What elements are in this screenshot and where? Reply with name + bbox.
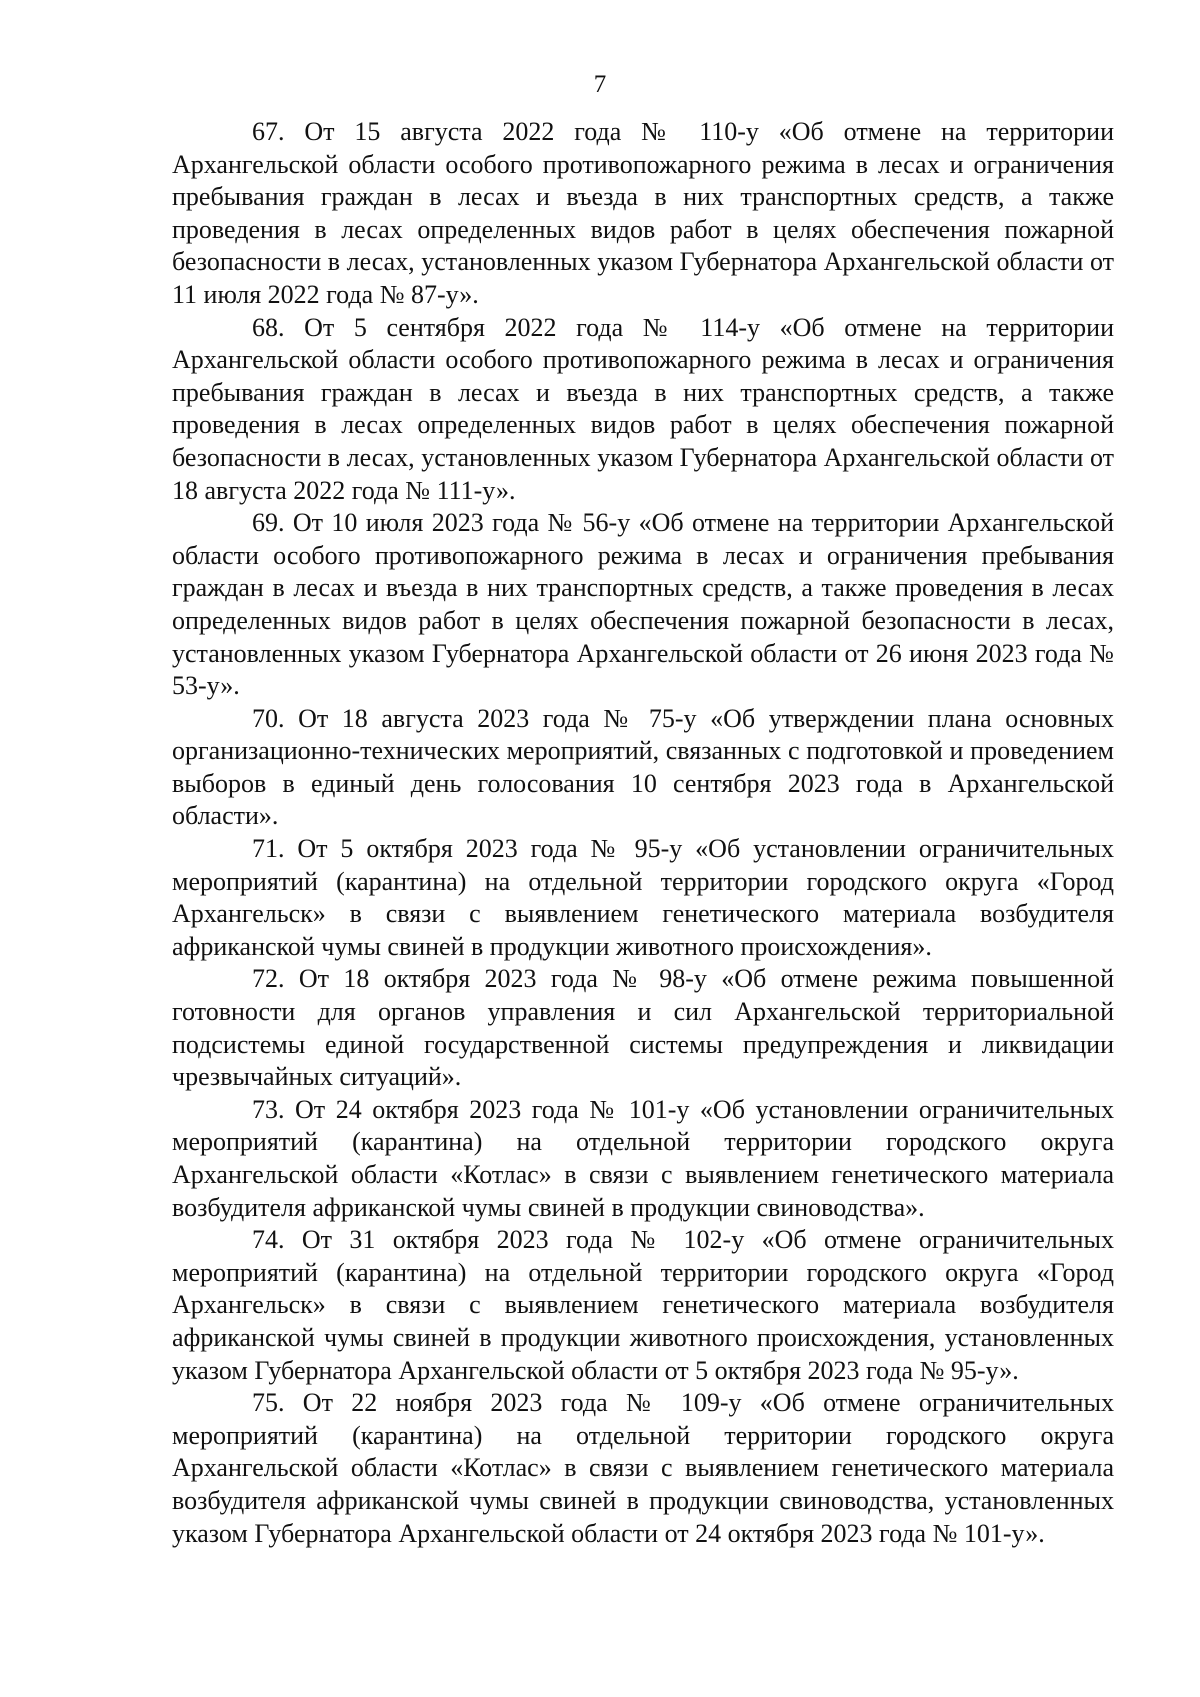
list-item-71: 71. От 5 октября 2023 года № 95-у «Об установлении ограничительных мероприятий (карантина) на отдельной территории городского округа «Город Архангельск» в связи с выявлением генетического материала возбудителя африканской чумы свиней в продукции животного происхождения».: [172, 834, 1114, 961]
list-item-68: 68. От 5 сентября 2022 года № 114-у «Об отмене на территории Архангельской области особого противопожарного режима в лесах и ограничения пребывания граждан в лесах и въезда в них транспортных средств, а также проведения в лесах определенных видов работ в целях обеспечения пожарной безопасности в лесах, установленных указом Губернатора Архангельской области от 18 августа 2022 года № 111-у».: [172, 312, 1114, 505]
list-item-70: 70. От 18 августа 2023 года № 75-у «Об утверждении плана основных организационно-технических мероприятий, связанных с подготовкой и проведением выборов в единый день голосования 10 сентября 2023 года в Архангельской области».: [172, 703, 1114, 831]
list-item-75: 75. От 22 ноября 2023 года № 109-у «Об отмене ограничительных мероприятий (карантина) на отдельной территории городского округа Архангельской области «Котлас» в связи с выявлением генетического материала возбудителя африканской чумы свиней в продукции свиноводства, установленных указом Губернатора Архангельской области от 24 октября 2023 года № 101-у».: [172, 1388, 1114, 1548]
list-item-72: 72. От 18 октября 2023 года № 98-у «Об отмене режима повышенной готовности для органов управления и сил Архангельской территориальной подсистемы единой государственной системы предупреждения и ликвидации чрезвычайных ситуаций».: [172, 964, 1114, 1092]
list-item-69: 69. От 10 июля 2023 года № 56-у «Об отмене на территории Архангельской области особого противопожарного режима в лесах и ограничения пребывания граждан в лесах и въезда в них транспортных средств, а также проведения в лесах определенных видов работ в целях обеспечения пожарной безопасности в лесах, установленных указом Губернатора Архангельской области от 26 июня 2023 года № 53-у».: [172, 508, 1114, 701]
decree-list: [172, 116, 1114, 1550]
list-item-73: 73. От 24 октября 2023 года № 101-у «Об установлении ограничительных мероприятий (карантина) на отдельной территории городского округа Архангельской области «Котлас» в связи с выявлением генетического материала возбудителя африканской чумы свиней в продукции свиноводства».: [172, 1094, 1114, 1222]
list-item-67: 67. От 15 августа 2022 года № 110-у «Об отмене на территории Архангельской области особого противопожарного режима в лесах и ограничения пребывания граждан в лесах и въезда в них транспортных средств, а также проведения в лесах определенных видов работ в целях обеспечения пожарной безопасности в лесах, установленных указом Губернатора Архангельской области от 11 июля 2022 года № 87-у».: [172, 117, 1114, 309]
list-item-74: 74. От 31 октября 2023 года № 102-у «Об отмене ограничительных мероприятий (карантина) на отдельной территории городского округа «Город Архангельск» в связи с выявлением генетического материала возбудителя африканской чумы свиней в продукции животного происхождения, установленных указом Губернатора Архангельской области от 5 октября 2023 года № 95-у».: [172, 1225, 1114, 1385]
page-number: 7: [593, 71, 607, 98]
